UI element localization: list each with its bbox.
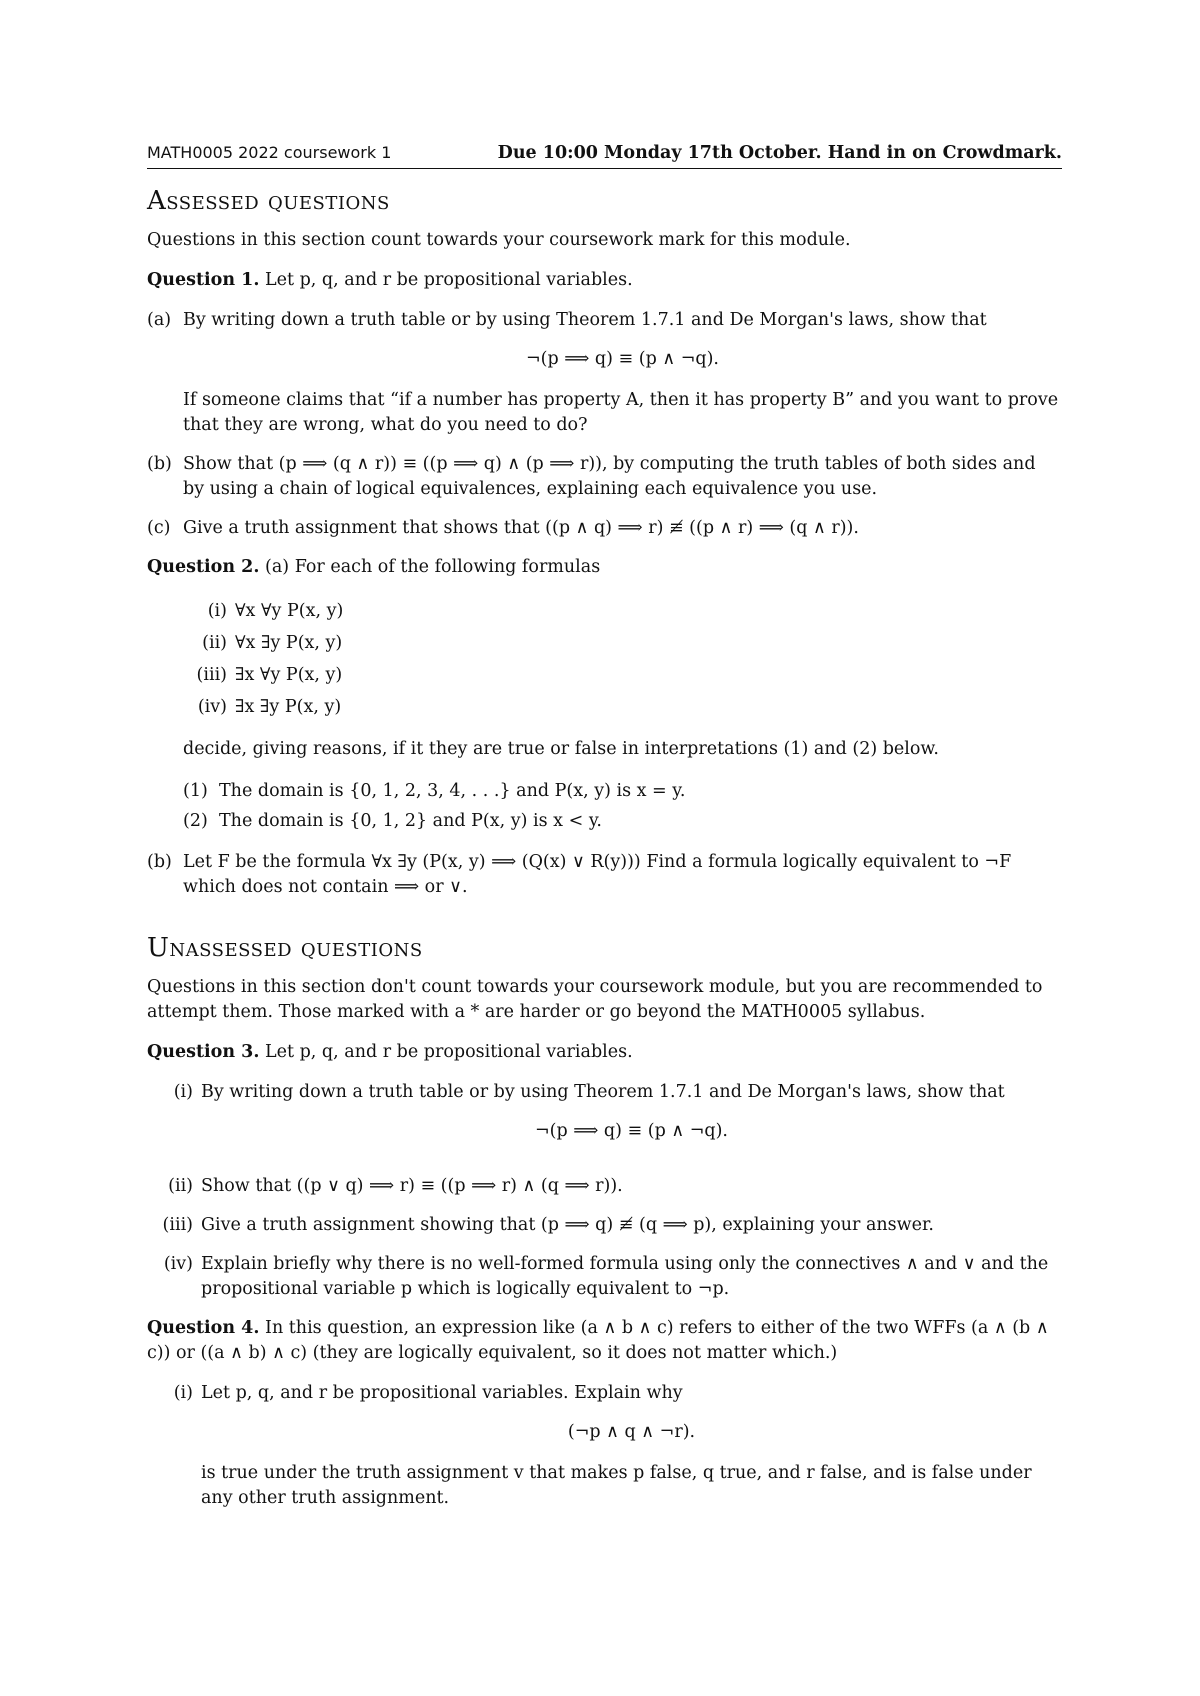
display-formula: (¬p ∧ q ∧ ¬r). <box>567 1422 696 1442</box>
display-formula: ¬(p ⟹ q) ≡ (p ∧ ¬q). <box>526 349 719 369</box>
question-1-part-c <box>147 516 1062 541</box>
part-number: (iii) <box>162 1215 193 1235</box>
section-title-assessed: Assessed questions <box>147 186 390 216</box>
part-number: (i) <box>173 1383 193 1403</box>
question-4 <box>147 1316 1062 1366</box>
formula-item <box>183 595 1062 627</box>
interpretation-list <box>183 776 1062 836</box>
part-text: Give a truth assignment showing that (p ⟹ q) ≢ (q ⟹ p), explaining your answer. <box>201 1215 934 1235</box>
part-text: Let F be the formula ∀x ∃y (P(x, y) ⟹ (Q(x) ∨ R(y))) Find a formula logically equivalent to ¬F which does not contain ⟹ or ∨. <box>183 852 1012 897</box>
question-3-text: Let p, q, and r be propositional variables. <box>265 1042 633 1062</box>
formula-text: ∀x ∃y P(x, y) <box>235 633 343 653</box>
question-2-label: Question 2. <box>147 557 260 577</box>
display-formula: ¬(p ⟹ q) ≡ (p ∧ ¬q). <box>535 1121 728 1141</box>
section-title-unassessed: Unassessed questions <box>147 933 423 963</box>
interpretation-text: The domain is {0, 1, 2} and P(x, y) is x < y. <box>219 811 602 831</box>
part-number: (ii) <box>168 1176 193 1196</box>
part-number: (b) <box>147 852 172 872</box>
part-text: By writing down a truth table or by using Theorem 1.7.1 and De Morgan's laws, show that <box>183 310 987 330</box>
formula-list <box>183 595 1062 723</box>
formula-number: (ii) <box>202 633 227 653</box>
formula-item <box>183 659 1062 691</box>
question-3-part-iii <box>147 1213 1062 1238</box>
interpretation-number: (1) <box>183 781 208 801</box>
formula-text: ∃x ∀y P(x, y) <box>235 665 343 685</box>
question-3-part-ii <box>147 1174 1062 1199</box>
part-number: (a) <box>147 310 172 330</box>
part-follow-text: If someone claims that “if a number has property A, then it has property B” and you want to prove that they are wrong, what do you need to do? <box>183 390 1059 435</box>
formula-item <box>183 691 1062 723</box>
interpretation-text: The domain is {0, 1, 2, 3, 4, . . .} and P(x, y) is x = y. <box>219 781 686 801</box>
question-2-decide: decide, giving reasons, if it they are true or false in interpretations (1) and (2) below. <box>183 739 939 759</box>
question-1 <box>147 268 1062 293</box>
interpretation-number: (2) <box>183 811 208 831</box>
question-3 <box>147 1040 1062 1065</box>
question-2-part-b <box>147 850 1062 900</box>
question-1-label: Question 1. <box>147 270 260 290</box>
part-number: (i) <box>173 1082 193 1102</box>
formula-number: (i) <box>207 601 227 621</box>
formula-number: (iv) <box>197 697 227 717</box>
question-3-part-iv <box>147 1252 1062 1302</box>
part-number: (a) <box>265 557 290 577</box>
part-text: Show that ((p ∨ q) ⟹ r) ≡ ((p ⟹ r) ∧ (q ⟹ r)). <box>201 1176 623 1196</box>
question-1-part-a <box>147 308 1062 438</box>
unassessed-intro: Questions in this section don't count towards your coursework module, but you are recommended to attempt them. Those marked with a * are harder or go beyond the MATH0005 syllabus. <box>147 977 1043 1022</box>
formula-text: ∃x ∃y P(x, y) <box>235 697 342 717</box>
part-number: (iv) <box>163 1254 193 1274</box>
question-3-label: Question 3. <box>147 1042 260 1062</box>
part-follow-text: is true under the truth assignment v that makes p false, q true, and r false, and is false under any other truth assignment. <box>201 1463 1032 1508</box>
interpretation-item <box>183 776 1062 806</box>
question-1-text: Let p, q, and r be propositional variables. <box>265 270 633 290</box>
part-text: Show that (p ⟹ (q ∧ r)) ≡ ((p ⟹ q) ∧ (p ⟹ r)), by computing the truth tables of both sides and by using a chain of logical equivalences, explaining each equivalence you use. <box>183 454 1036 499</box>
interpretation-item <box>183 806 1062 836</box>
question-1-part-b <box>147 452 1062 502</box>
formula-text: ∀x ∀y P(x, y) <box>235 601 344 621</box>
formula-item <box>183 627 1062 659</box>
assessed-intro: Questions in this section count towards your coursework mark for this module. <box>147 230 851 250</box>
part-text: By writing down a truth table or by using Theorem 1.7.1 and De Morgan's laws, show that <box>201 1082 1005 1102</box>
question-2 <box>147 555 1062 580</box>
question-4-label: Question 4. <box>147 1318 260 1338</box>
formula-number: (iii) <box>196 665 227 685</box>
due-date: Due 10:00 Monday 17th October. Hand in on Crowdmark. <box>497 143 1062 163</box>
course-title: MATH0005 2022 coursework 1 <box>147 143 392 162</box>
part-text: Give a truth assignment that shows that ((p ∧ q) ⟹ r) ≢ ((p ∧ r) ⟹ (q ∧ r)). <box>183 518 859 538</box>
document-body <box>147 140 1062 1525</box>
part-number: (c) <box>147 518 171 538</box>
question-4-part-i <box>147 1381 1062 1511</box>
part-text: Let p, q, and r be propositional variables. Explain why <box>201 1383 683 1403</box>
part-text: Explain briefly why there is no well-formed formula using only the connectives ∧ and ∨ and the propositional variable p which is logically equivalent to ¬p. <box>201 1254 1049 1299</box>
part-number: (b) <box>147 454 172 474</box>
question-2-text: For each of the following formulas <box>294 557 601 577</box>
page-header <box>147 140 1062 169</box>
question-4-text: In this question, an expression like (a ∧ b ∧ c) refers to either of the two WFFs (a ∧ (b ∧ c)) or ((a ∧ b) ∧ c) (they are logically equivalent, so it does not matter which.) <box>147 1318 1049 1363</box>
question-3-part-i <box>147 1080 1062 1160</box>
